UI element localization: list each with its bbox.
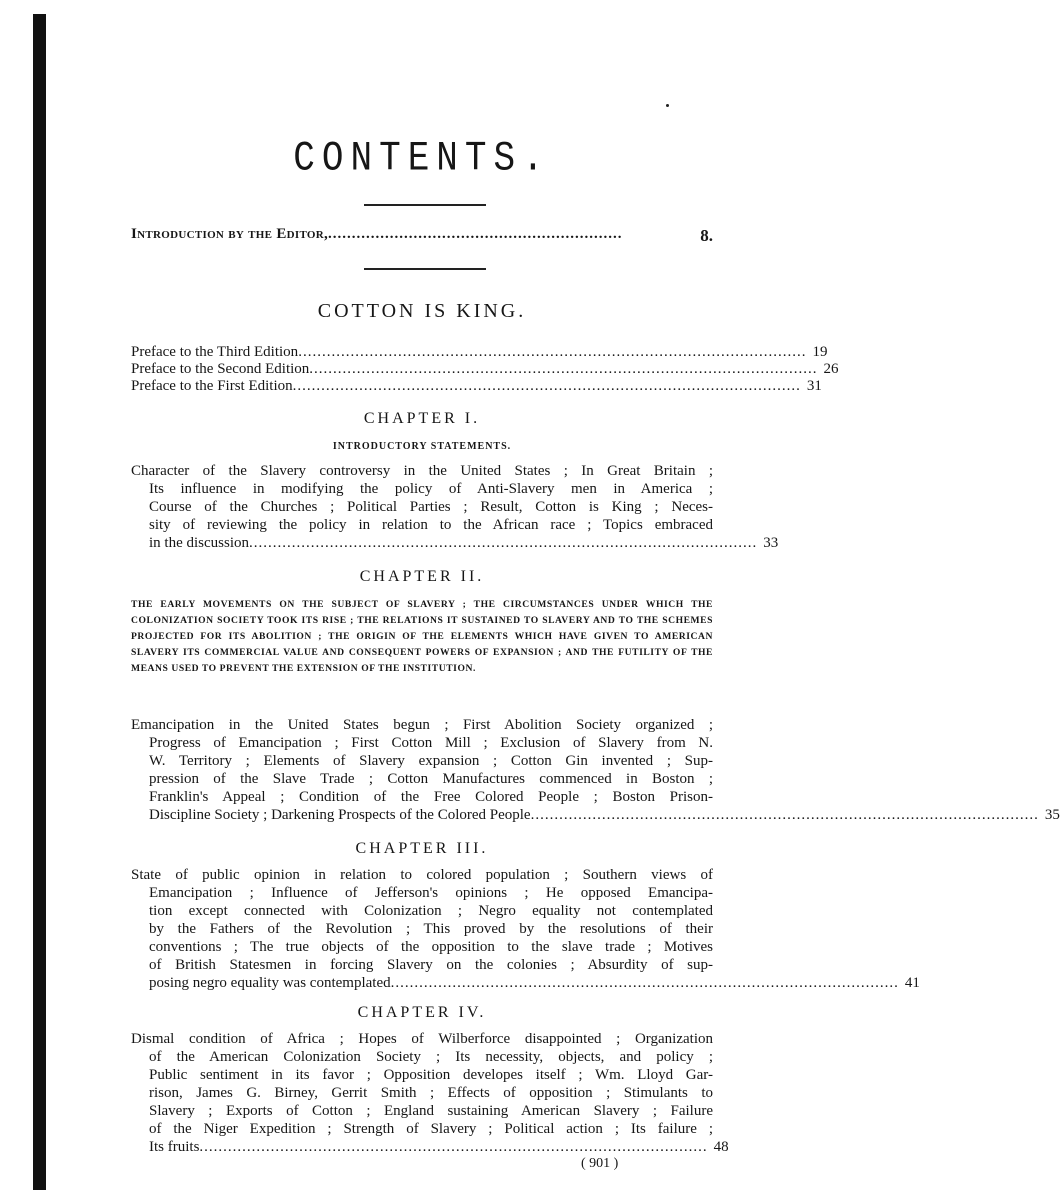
dot-leader: ...........................................................................................................	[530, 807, 1039, 823]
entry-line: State of public opinion in relation to colored population ; Southern views of	[131, 867, 713, 883]
page-number: ( 901 )	[581, 1156, 619, 1171]
dot-leader: ..............................................................	[328, 226, 623, 242]
entry-line: pression of the Slave Trade ; Cotton Manufactures commenced in Boston ;	[149, 771, 713, 787]
entry-line: in the discussion	[149, 535, 249, 551]
toc-entry-introduction	[131, 226, 713, 246]
entry-line: of the Niger Expedition ; Strength of Slavery ; Political action ; Its failure ;	[149, 1121, 713, 1137]
toc-entry-preface-third	[131, 343, 828, 361]
dot-leader: ...........................................................................................................	[390, 975, 899, 991]
chapter-2-subheading: THE EARLY MOVEMENTS ON THE SUBJECT OF SLAVERY ; THE CIRCUMSTANCES UNDER WHICH THE COLONIZATION SOCIETY TOOK ITS RISE ; THE RELATIONS IT SUSTAINED TO SLAVERY AND TO THE SCHEMES PROJECTED FOR ITS ABOLITION ; THE ORIGIN OF THE ELEMENTS WHICH HAVE GIVEN TO AMERICAN SLAVERY ITS COMMERCIAL VALUE AND CONSEQUENT POWERS OF EXPANSION ; AND THE FUTILITY OF THE MEANS USED TO PREVENT THE EXTENSION OF THE INSTITUTION.	[131, 599, 713, 674]
entry-last-line	[131, 534, 779, 552]
toc-entry-page: 19	[812, 344, 828, 360]
chapter-4-heading: CHAPTER IV.	[357, 1004, 487, 1021]
entry-line: Public sentiment in its favor ; Opposition developes itself ; Wm. Lloyd Gar-	[149, 1067, 713, 1083]
toc-entry-page: 48	[713, 1139, 729, 1155]
toc-entry-label: Preface to the Third Edition	[131, 344, 299, 360]
print-speck	[666, 104, 669, 107]
entry-line: Emancipation ; Influence of Jefferson's opinions ; He opposed Emancipa-	[149, 885, 713, 901]
chapter-3-entry	[131, 866, 920, 992]
dot-leader: ...........................................................................................................	[292, 378, 801, 394]
dot-leader: ...........................................................................................................	[199, 1139, 708, 1155]
entry-last-line	[131, 974, 920, 992]
entry-line: tion except connected with Colonization ; Negro equality not contemplated	[149, 903, 713, 919]
chapter-1-heading: CHAPTER I.	[363, 410, 481, 427]
toc-entry-label: Preface to the First Edition	[131, 378, 293, 394]
entry-line: Slavery ; Exports of Cotton ; England sustaining American Slavery ; Failure	[149, 1103, 713, 1119]
toc-entry-page: 35	[1044, 807, 1060, 823]
entry-line: Dismal condition of Africa ; Hopes of Wilberforce disappointed ; Organization	[131, 1031, 713, 1047]
section-title: COTTON IS KING.	[317, 300, 527, 322]
entry-line: Franklin's Appeal ; Condition of the Free Colored People ; Boston Prison-	[149, 789, 713, 805]
section-rule	[364, 268, 486, 270]
entry-line: Progress of Emancipation ; First Cotton Mill ; Exclusion of Slavery from N.	[149, 735, 713, 751]
entry-line: of British Statesmen in forcing Slavery on the colonies ; Absurdity of sup-	[149, 957, 713, 973]
entry-line: Discipline Society ; Darkening Prospects of the Colored People	[149, 807, 531, 823]
chapter-4-entry	[131, 1030, 729, 1156]
toc-entry-page: 33	[763, 535, 779, 551]
entry-last-line	[131, 806, 1060, 824]
dot-leader: ...........................................................................................................	[298, 344, 807, 360]
chapter-3-heading: CHAPTER III.	[355, 840, 489, 857]
toc-entry-label: Preface to the Second Edition	[131, 361, 310, 377]
toc-entry-page: 8.	[700, 226, 713, 245]
chapter-2-entry	[131, 716, 1060, 824]
entry-line: Emancipation in the United States begun ; First Abolition Society organized ;	[131, 717, 713, 733]
chapter-1-entry	[131, 462, 779, 552]
title-rule	[364, 204, 486, 206]
entry-line: Character of the Slavery controversy in the United States ; In Great Britain ;	[131, 463, 713, 479]
entry-line: of the American Colonization Society ; Its necessity, objects, and policy ;	[149, 1049, 713, 1065]
binding-edge	[33, 14, 46, 1190]
chapter-1-subheading: INTRODUCTORY STATEMENTS.	[332, 441, 512, 452]
page-title: CONTENTS.	[293, 134, 551, 183]
entry-line: Its influence in modifying the policy of Anti-Slavery men in America ;	[149, 481, 713, 497]
toc-entry-page: 31	[806, 378, 822, 394]
entry-line: posing negro equality was contemplated	[149, 975, 391, 991]
toc-entry-page: 41	[904, 975, 920, 991]
entry-line: conventions ; The true objects of the opposition to the slave trade ; Motives	[149, 939, 713, 955]
toc-entry-preface-second	[131, 360, 839, 378]
entry-line: Course of the Churches ; Political Parties ; Result, Cotton is King ; Neces-	[149, 499, 713, 515]
toc-entry-label: Introduction by the Editor,	[131, 226, 329, 242]
dot-leader: ...........................................................................................................	[309, 361, 818, 377]
entry-line: W. Territory ; Elements of Slavery expansion ; Cotton Gin invented ; Sup-	[149, 753, 713, 769]
entry-line: Its fruits	[149, 1139, 200, 1155]
entry-line: rison, James G. Birney, Gerrit Smith ; Effects of opposition ; Stimulants to	[149, 1085, 713, 1101]
toc-entry-preface-first	[131, 377, 822, 395]
chapter-2-heading: CHAPTER II.	[359, 568, 485, 585]
toc-entry-page: 26	[823, 361, 839, 377]
entry-line: sity of reviewing the policy in relation to the African race ; Topics embraced	[149, 517, 713, 533]
entry-last-line	[131, 1138, 729, 1156]
entry-line: by the Fathers of the Revolution ; This proved by the resolutions of their	[149, 921, 713, 937]
dot-leader: ...........................................................................................................	[249, 535, 758, 551]
